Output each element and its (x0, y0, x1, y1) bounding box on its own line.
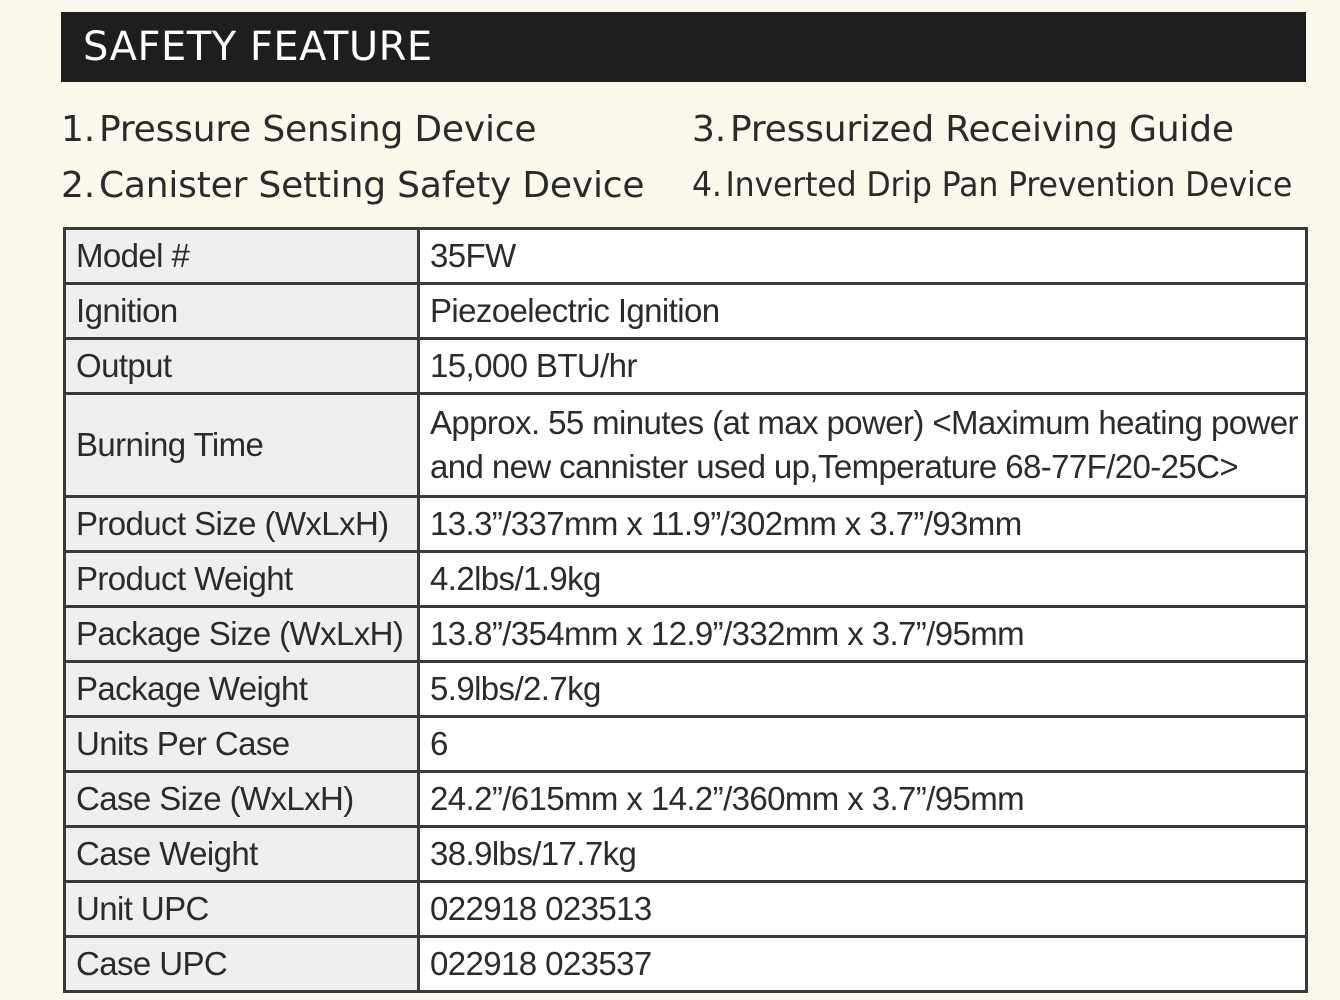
spec-value: 4.2lbs/1.9kg (419, 552, 1307, 607)
spec-label: Case UPC (65, 937, 419, 992)
spec-value: 6 (419, 717, 1307, 772)
spec-value: 35FW (419, 229, 1307, 284)
table-row (65, 552, 1307, 607)
spec-value: 5.9lbs/2.7kg (419, 662, 1307, 717)
table-row (65, 882, 1307, 937)
spec-label: Output (65, 339, 419, 394)
feature-text: Pressure Sensing Device (98, 109, 537, 150)
feature-number: 3. (692, 109, 726, 150)
table-row (65, 394, 1307, 497)
feature-item-2 (61, 165, 645, 206)
spec-value: 15,000 BTU/hr (419, 339, 1307, 394)
spec-label: Case Weight (65, 827, 419, 882)
feature-number: 1. (61, 109, 95, 150)
table-row (65, 717, 1307, 772)
table-row (65, 662, 1307, 717)
table-row (65, 497, 1307, 552)
spec-label: Package Size (WxLxH) (65, 607, 419, 662)
table-row (65, 339, 1307, 394)
spec-label: Package Weight (65, 662, 419, 717)
table-row (65, 827, 1307, 882)
spec-value: 24.2”/615mm x 14.2”/360mm x 3.7”/95mm (419, 772, 1307, 827)
spec-label: Units Per Case (65, 717, 419, 772)
feature-text: Inverted Drip Pan Prevention Device (725, 165, 1293, 205)
spec-value: Piezoelectric Ignition (419, 284, 1307, 339)
feature-text: Canister Setting Safety Device (98, 165, 645, 206)
table-row (65, 229, 1307, 284)
feature-item-4 (692, 165, 1293, 205)
spec-label: Product Weight (65, 552, 419, 607)
spec-label: Burning Time (65, 394, 419, 497)
table-row (65, 937, 1307, 992)
spec-value: 022918 023537 (419, 937, 1307, 992)
spec-table (63, 227, 1308, 993)
spec-value-line: and new cannister used up,Temperature 68-77F/20-25C> (430, 448, 1239, 485)
feature-number: 2. (61, 165, 95, 206)
spec-value: 022918 023513 (419, 882, 1307, 937)
table-row (65, 607, 1307, 662)
spec-label: Model # (65, 229, 419, 284)
safety-feature-banner (61, 12, 1306, 82)
spec-label: Ignition (65, 284, 419, 339)
spec-value (419, 394, 1307, 497)
page-title: SAFETY FEATURE (83, 24, 433, 70)
spec-value-line: Approx. 55 minutes (at max power) <Maximum heating power (430, 404, 1298, 441)
spec-label: Product Size (WxLxH) (65, 497, 419, 552)
spec-value: 38.9lbs/17.7kg (419, 827, 1307, 882)
spec-label: Unit UPC (65, 882, 419, 937)
spec-label: Case Size (WxLxH) (65, 772, 419, 827)
table-row (65, 772, 1307, 827)
spec-value: 13.8”/354mm x 12.9”/332mm x 3.7”/95mm (419, 607, 1307, 662)
feature-item-3 (692, 109, 1234, 150)
feature-number: 4. (692, 165, 722, 205)
table-row (65, 284, 1307, 339)
feature-item-1 (61, 109, 537, 150)
feature-text: Pressurized Receiving Guide (729, 109, 1234, 150)
spec-value: 13.3”/337mm x 11.9”/302mm x 3.7”/93mm (419, 497, 1307, 552)
